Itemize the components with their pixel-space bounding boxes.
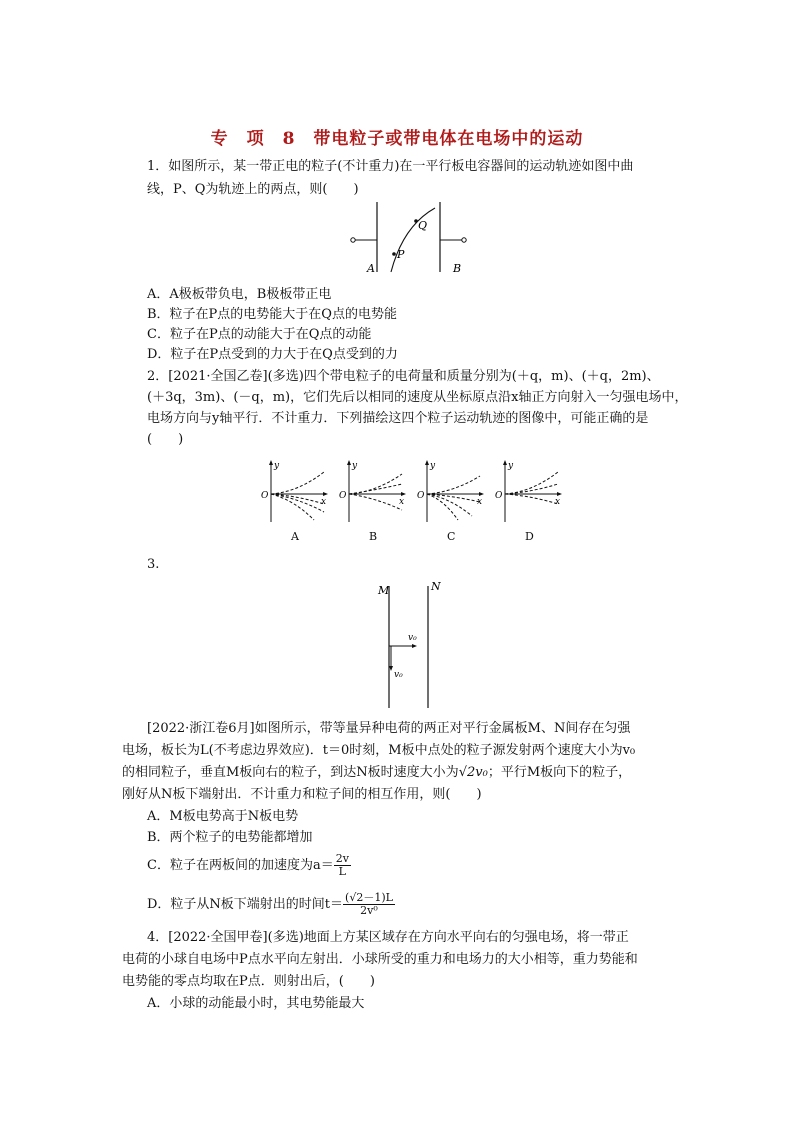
svg-text:O: O <box>495 491 503 501</box>
svg-text:O: O <box>339 491 347 501</box>
q2-stem-line2: (＋3q，3m)、(－q，m)，它们先后以相同的速度从坐标原点沿x轴正方向射入一匀强电场中， <box>147 390 688 405</box>
q3-stem-line4: 刚好从N板下端射出．不计重力和粒子间的相互作用，则( ) <box>122 787 482 802</box>
q1-option-b: B．粒子在P点的电势能大于在Q点的电势能 <box>147 307 397 322</box>
q2-stem-line3: 电场方向与y轴平行．不计重力．下列描绘这四个粒子运动轨迹的图像中，可能正确的是 <box>147 411 649 426</box>
svg-text:y: y <box>352 461 358 471</box>
q4-stem-line1: 4．[2022·全国甲卷](多选)地面上方某区域存在方向水平向右的匀强电场，将一带正 <box>147 930 629 945</box>
q3-label-n: N <box>431 580 441 593</box>
q3-stem-line1: [2022·浙江卷6月]如图所示，带等量异种电荷的两正对平行金属板M、N间存在匀强 <box>147 721 631 736</box>
q2-graph-b <box>336 458 416 524</box>
q4-stem-line3: 电势能的零点均取在P点．则射出后，( ) <box>122 974 375 989</box>
q2-graph-a-label: A <box>291 530 299 543</box>
q1-stem-line2: 线，P、Q为轨迹上的两点，则( ) <box>147 182 359 197</box>
q2-stem-line4: ( ) <box>147 432 184 447</box>
svg-text:y: y <box>430 461 436 471</box>
q1-label-q: Q <box>418 219 428 232</box>
q3-option-b: B．两个粒子的电势能都增加 <box>147 830 313 845</box>
q3-option-d-fraction: $\frac{(√2-1)L}{\text{2v⁰}}$ <box>345 891 393 917</box>
svg-text:O: O <box>417 491 425 501</box>
q4-option-a: A．小球的动能最小时，其电势能最大 <box>147 996 365 1011</box>
q3-label-v0-down: v₀ <box>394 670 403 680</box>
q2-graph-c-label: C <box>447 530 456 543</box>
svg-text:O: O <box>261 491 269 501</box>
q3-stem-line2: 电场，板长为L(不考虑边界效应)．t＝0时刻，M板中点处的粒子源发射两个速度大小为v₀ <box>122 743 636 758</box>
q1-capacitor-figure <box>345 198 475 280</box>
q3-number: 3. <box>147 557 160 572</box>
q3-sqrt2-v0: √2v₀ <box>458 765 488 780</box>
q3-option-a: A．M板电势高于N板电势 <box>147 809 299 824</box>
q2-stem-line1: 2．[2021·全国乙卷](多选)四个带电粒子的电荷量和质量分别为(＋q，m)、(＋q，2m)、 <box>147 369 660 384</box>
q1-option-a: A．A极板带负电，B极板带正电 <box>147 287 332 302</box>
q3-option-c: C．粒子在两板间的加速度为a＝ $\frac{2v}{L}$ <box>147 852 349 878</box>
q3-plates-figure <box>370 578 450 712</box>
q3-label-v0-right: v₀ <box>408 633 417 643</box>
q4-stem-line2: 电荷的小球自电场中P点水平向左射出．小球所受的重力和电场力的大小相等，重力势能和 <box>122 952 638 967</box>
svg-text:y: y <box>274 461 280 471</box>
svg-text:x: x <box>477 497 483 507</box>
svg-text:x: x <box>321 497 327 507</box>
q3-stem-line3: 的相同粒子，垂直M板向右的粒子，到达N板时速度大小为√2v₀；平行M板向下的粒子， <box>122 765 632 780</box>
q2-graph-c <box>414 458 494 524</box>
q1-label-b: B <box>453 262 462 275</box>
svg-text:y: y <box>508 461 514 471</box>
q2-graph-b-label: B <box>369 530 378 543</box>
q1-label-p: P <box>397 248 405 261</box>
page-title: 专 项 8 带电粒子或带电体在电场中的运动 <box>210 129 584 149</box>
q1-label-a: A <box>367 262 375 275</box>
svg-text:x: x <box>399 497 405 507</box>
q3-option-d: D．粒子从N板下端射出的时间t＝ $\frac{(√2-1)L}{\text{2v⁰}}$ <box>147 891 393 917</box>
q2-graph-d-label: D <box>525 530 534 543</box>
svg-text:x: x <box>555 497 561 507</box>
q1-option-c: C．粒子在P点的动能大于在Q点的动能 <box>147 327 372 342</box>
q2-graph-a <box>258 458 338 524</box>
q2-graph-d <box>492 458 572 524</box>
q1-option-d: D．粒子在P点受到的力大于在Q点受到的力 <box>147 347 398 362</box>
q3-option-c-fraction: $\frac{2v}{L}$ <box>335 852 349 878</box>
q3-label-m: M <box>378 584 390 597</box>
q1-stem-line1: 1．如图所示，某一带正电的粒子(不计重力)在一平行板电容器间的运动轨迹如图中曲 <box>147 159 634 174</box>
